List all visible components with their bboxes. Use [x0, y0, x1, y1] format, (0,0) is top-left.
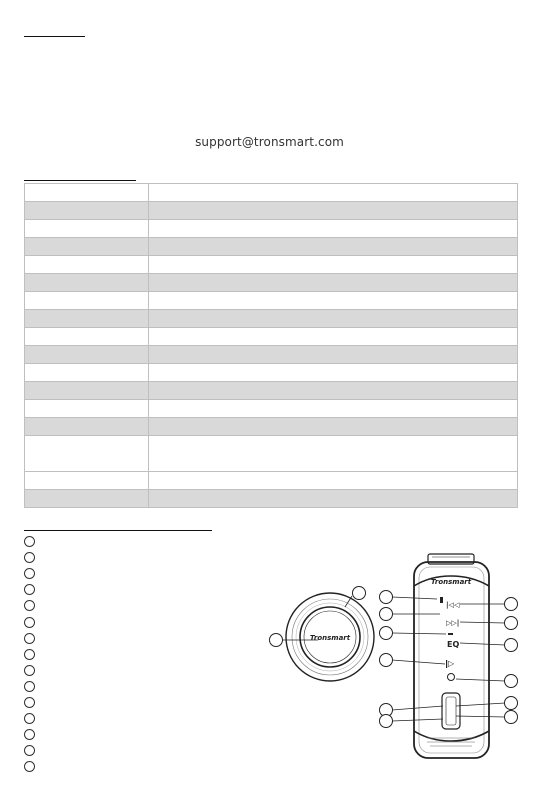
- callout-circle: [380, 715, 393, 728]
- callout-circle: [380, 608, 393, 621]
- callout-circle: [505, 697, 518, 710]
- svg-text:|◁◁: |◁◁: [446, 601, 460, 609]
- svg-text:▷: ▷: [448, 659, 455, 668]
- eq-button-label: EQ: [447, 640, 460, 649]
- callout-circle: [353, 587, 366, 600]
- callout-circle: [505, 639, 518, 652]
- callout-circle: [380, 591, 393, 604]
- callout-circle: [505, 617, 518, 630]
- callout-circle: [505, 598, 518, 611]
- top-view-logo: Tronsmart: [309, 634, 351, 642]
- callout-circle: [505, 675, 518, 688]
- callout-circle: [270, 634, 283, 647]
- callout-circle: [380, 654, 393, 667]
- svg-text:▷▷|: ▷▷|: [446, 619, 460, 627]
- callout-circle: [380, 627, 393, 640]
- support-email: support@tronsmart.com: [195, 135, 344, 149]
- rear-view-logo: Tronsmart: [430, 578, 472, 586]
- callout-circle: [505, 711, 518, 724]
